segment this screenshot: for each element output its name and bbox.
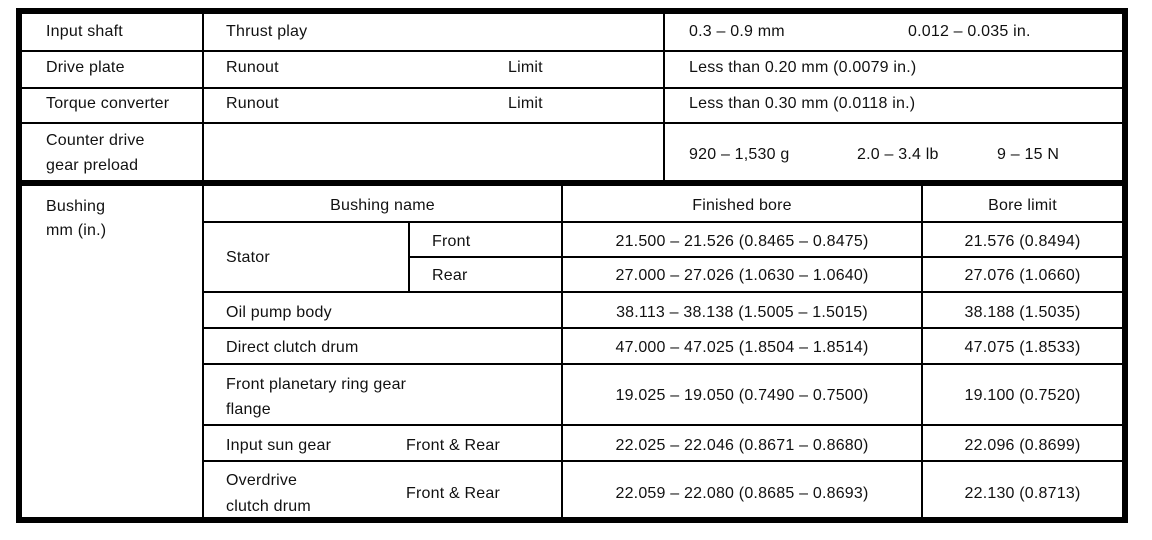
torque-converter-item: Runout	[226, 95, 279, 112]
sungear-overdrive-divider	[202, 460, 1122, 462]
bushing-label-line1: Bushing	[46, 198, 106, 215]
direct-clutch-finished-bore: 47.000 – 47.025 (1.8504 – 1.8514)	[615, 339, 869, 356]
counter-drive-label-line2: gear preload	[46, 157, 139, 174]
front-planetary-name-line2: flange	[226, 401, 271, 418]
direct-planetary-divider	[202, 363, 1122, 365]
front-planetary-name-line1: Front planetary ring gear	[226, 376, 407, 393]
stator-oilpump-divider	[202, 291, 1122, 293]
stator-front-finished-bore: 21.500 – 21.526 (0.8465 – 0.8475)	[615, 233, 869, 250]
stator-front-rear-divider	[408, 256, 1122, 258]
stator-front-bore-limit: 21.576 (0.8494)	[964, 233, 1081, 250]
top-col-divider-2	[663, 14, 665, 182]
direct-clutch-drum-name: Direct clutch drum	[226, 339, 359, 356]
overdrive-clutch-drum-name-line1: Overdrive	[226, 472, 298, 489]
counter-drive-pounds: 2.0 – 3.4 lb	[857, 146, 939, 163]
input-sun-gear-bore-limit: 22.096 (0.8699)	[964, 437, 1081, 454]
torque-converter-qualifier: Limit	[508, 95, 543, 112]
torque-converter-value: Less than 0.30 mm (0.0118 in.)	[689, 95, 916, 112]
input-sun-gear-position: Front & Rear	[406, 437, 500, 454]
input-shaft-metric: 0.3 – 0.9 mm	[689, 23, 785, 40]
spec-table-frame	[16, 8, 1128, 523]
input-shaft-item: Thrust play	[226, 23, 308, 40]
top-row-divider-2	[22, 87, 1122, 89]
oil-pump-body-name: Oil pump body	[226, 304, 332, 321]
oilpump-direct-divider	[202, 327, 1122, 329]
drive-plate-qualifier: Limit	[508, 59, 543, 76]
input-shaft-imperial: 0.012 – 0.035 in.	[908, 23, 1031, 40]
overdrive-clutch-bore-limit: 22.130 (0.8713)	[964, 485, 1081, 502]
drive-plate-label: Drive plate	[46, 59, 125, 76]
direct-clutch-bore-limit: 47.075 (1.8533)	[964, 339, 1081, 356]
bushing-label-line2: mm (in.)	[46, 222, 107, 239]
front-planetary-finished-bore: 19.025 – 19.050 (0.7490 – 0.7500)	[615, 387, 869, 404]
stator-name: Stator	[226, 249, 270, 266]
top-col-divider-1	[202, 14, 204, 182]
drive-plate-item: Runout	[226, 59, 279, 76]
oil-pump-bore-limit: 38.188 (1.5035)	[964, 304, 1081, 321]
counter-drive-label-line1: Counter drive	[46, 132, 145, 149]
counter-drive-newtons: 9 – 15 N	[997, 146, 1060, 163]
stator-rear-position: Rear	[432, 267, 468, 284]
section-divider	[22, 180, 1122, 186]
input-shaft-label: Input shaft	[46, 23, 123, 40]
input-sun-gear-finished-bore: 22.025 – 22.046 (0.8671 – 0.8680)	[615, 437, 869, 454]
stator-rear-finished-bore: 27.000 – 27.026 (1.0630 – 1.0640)	[615, 267, 869, 284]
overdrive-clutch-finished-bore: 22.059 – 22.080 (0.8685 – 0.8693)	[615, 485, 869, 502]
top-row-divider-1	[22, 50, 1122, 52]
torque-converter-label: Torque converter	[46, 95, 170, 112]
drive-plate-value: Less than 0.20 mm (0.0079 in.)	[689, 59, 917, 76]
stator-front-position: Front	[432, 233, 471, 250]
input-sun-gear-name: Input sun gear	[226, 437, 332, 454]
bushing-col-divider-label	[202, 186, 204, 517]
overdrive-clutch-drum-position: Front & Rear	[406, 485, 500, 502]
header-finished-bore: Finished bore	[692, 197, 792, 214]
planetary-sungear-divider	[202, 424, 1122, 426]
header-bushing-name: Bushing name	[330, 197, 435, 214]
overdrive-clutch-drum-name-line2: clutch drum	[226, 498, 311, 515]
bushing-header-divider	[202, 221, 1122, 223]
header-bore-limit: Bore limit	[988, 197, 1057, 214]
front-planetary-bore-limit: 19.100 (0.7520)	[964, 387, 1081, 404]
counter-drive-grams: 920 – 1,530 g	[689, 146, 790, 163]
stator-rear-bore-limit: 27.076 (1.0660)	[964, 267, 1081, 284]
top-row-divider-3	[22, 122, 1122, 124]
oil-pump-finished-bore: 38.113 – 38.138 (1.5005 – 1.5015)	[616, 304, 868, 321]
